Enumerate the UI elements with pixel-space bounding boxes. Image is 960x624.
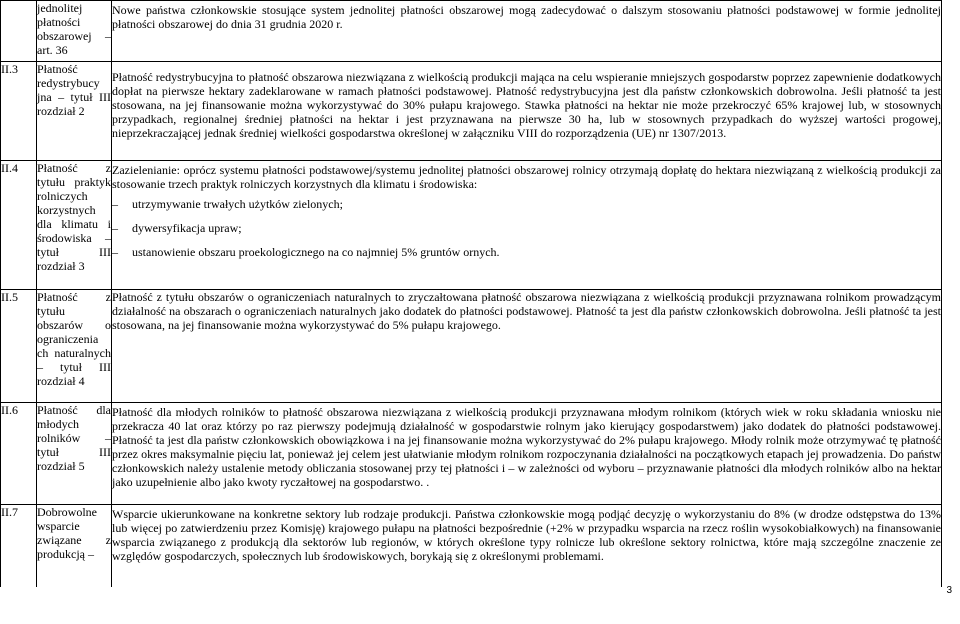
measure-name: Płatność z tytułu praktyk rolniczych korzystnych dla klimatu i środowiska – tytuł III rozdział 3 xyxy=(37,161,112,290)
measure-number xyxy=(1,1,37,62)
measure-description: Wsparcie ukierunkowane na konkretne sektory lub rodzaje produkcji. Państwa członkowskie mogą podjąć decyzję o wykorzystaniu do 8% (w drodze odstępstwa do 13% lub więcej po zatwierdzeniu przez Komisję) krajowego pułapu na płatności bezpośrednie (+2% w przypadku wsparcia na rzecz roślin wysokobiałkowych) na finansowanie wsparcia związanego z produkcją dla sektorów lub regionów, w których określone typy rolnicze lub określone sektory rolnictwa, które mają szczególne znaczenie ze względów gospodarczych, społecznych lub środowiskowych, borykają się z określonymi problemami. xyxy=(112,505,942,588)
measure-name: Płatność z tytułu obszarów o ograniczenia ch naturalnych – tytuł III rozdział 4 xyxy=(37,290,112,403)
table-row xyxy=(1,505,942,588)
measure-description: Płatność redystrybucyjna to płatność obszarowa niezwiązana z wielkością produkcji mająca na celu wspieranie mniejszych gospodarstw poprzez zapewnienie dodatkowych dopłat na pierwsze hektary zadeklarowane w ramach płatności podstawowej. Płatność redystrybucyjna jest dla państw członkowskich dobrowolna. Jeśli płatność ta jest stosowana, na jej finansowanie można wykorzystywać do 30% pułapu krajowego. Stawka płatności na hektar nie może przekroczyć 65% krajowej lub, w stosownych przypadkach, regionalnej średniej płatności na hektar i jest przyznawana na pierwsze 30 ha, lub w stosownych przypadkach do wyższej wartości progowej, nieprzekraczającej jednak średniej wielkości gospodarstwa określonej w załączniku VIII do rozporządzenia (UE) nr 1307/2013. xyxy=(112,62,942,161)
table-row xyxy=(1,161,942,290)
table-row xyxy=(1,62,942,161)
table-row xyxy=(1,290,942,403)
list-item-text: ustanowienie obszaru proekologicznego na co najmniej 5% gruntów ornych. xyxy=(132,245,500,259)
measure-name: Płatność redystrybucy jna – tytuł III rozdział 2 xyxy=(37,62,112,161)
table-row xyxy=(1,1,942,62)
measure-name: Dobrowolne wsparcie związane z produkcją – xyxy=(37,505,112,588)
measure-description: Zazielenianie: oprócz systemu płatności podstawowej/systemu jednolitej płatności obszarowej rolnicy otrzymają dopłatę do hektara niezwiązaną z wielkością produkcji za stosowanie trzech praktyk rolniczych korzystnych dla klimatu i środowiska: xyxy=(112,163,941,191)
measure-number: II.3 xyxy=(1,62,37,161)
measure-description-cell xyxy=(112,161,942,290)
list-item xyxy=(112,245,941,259)
measure-name: Płatność dla młodych rolników – tytuł III rozdział 5 xyxy=(37,403,112,505)
practices-list xyxy=(112,197,941,259)
bullet-dash: – xyxy=(112,197,118,211)
measure-description: Płatność z tytułu obszarów o ograniczeniach naturalnych to zryczałtowana płatność obszarowa niezwiązana z wielkością produkcji przyznawana rolnikom prowadzącym działalność na obszarach o ograniczeniach naturalnych jako dodatek do płatności podstawowej. Płatność ta jest dla państw członkowskich dobrowolna. Jeśli płatność ta jest stosowana, na jej finansowanie można wykorzystywać do 5% pułapu krajowego. xyxy=(112,290,942,403)
measure-description: Płatność dla młodych rolników to płatność obszarowa niezwiązana z wielkością produkcji przyznawana młodym rolnikom (których wiek w roku składania wniosku nie przekracza 40 lat oraz którzy po raz pierwszy podejmują działalność w gospodarstwie rolnym jako kierujący gospodarstwem) jako dodatek do płatności podstawowej. Płatność ta jest dla państw członkowskich obowiązkowa i na jej finansowanie można wykorzystywać do 2% pułapu krajowego. Młody rolnik może otrzymywać tę płatność przez okres maksymalnie pięciu lat, ponieważ jej celem jest ułatwianie młodym rolnikom rozpoczynania działalności na początkowych etapach jej prowadzenia. Do państw członkowskich należy ustalenie metody obliczania stosowanej przy tej płatności i – w zależności od wyboru – przyznawanie płatności dla młodych rolników albo na hektar jako uzupełnienie albo jako kwoty ryczałtowej na gospodarstwo. . xyxy=(112,403,942,505)
measure-number: II.4 xyxy=(1,161,37,290)
list-item-text: dywersyfikacja upraw; xyxy=(132,221,242,235)
bullet-dash: – xyxy=(112,245,118,259)
page-number: 3 xyxy=(946,585,952,596)
bullet-dash: – xyxy=(112,221,118,235)
table-row xyxy=(1,403,942,505)
list-item xyxy=(112,221,941,235)
list-item-text: utrzymywanie trwałych użytków zielonych; xyxy=(132,197,343,211)
measure-number: II.6 xyxy=(1,403,37,505)
measure-name: jednolitej płatności obszarowej – art. 36 xyxy=(37,1,112,62)
list-item xyxy=(112,197,941,211)
measure-number: II.5 xyxy=(1,290,37,403)
measure-description: Nowe państwa członkowskie stosujące system jednolitej płatności obszarowej mogą zadecydować o dalszym stosowaniu płatności podstawowej w formie jednolitej płatności obszarowej do dnia 31 grudnia 2020 r. xyxy=(112,1,942,62)
measure-number: II.7 xyxy=(1,505,37,588)
